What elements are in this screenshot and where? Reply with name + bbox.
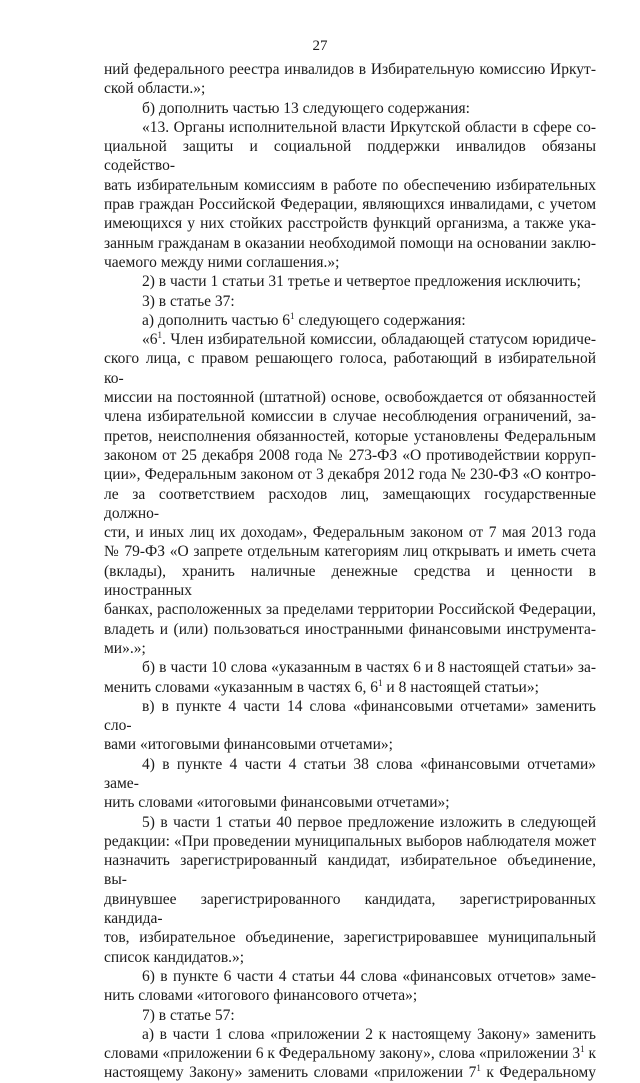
text-line: нить словами «итоговыми финансовыми отчетами»; [104, 794, 450, 812]
text-line: претов, неисполнения обязанностей, которые установлены Федеральным [104, 427, 596, 445]
superscript: 1 [580, 1043, 585, 1054]
text-line [104, 678, 596, 697]
text-line: № 79-ФЗ «О запрете отдельным категориям лиц открывать и иметь счета [104, 543, 596, 561]
text-line [104, 1063, 596, 1082]
text-line: члена избирательной комиссии в случае несоблюдения ограничений, за- [104, 408, 596, 426]
text-line: банках, расположенных за пределами территории Российской Федерации, [104, 601, 596, 619]
text-line: а) в части 1 слова «приложении 2 к настоящему Закону» заменить [142, 1025, 596, 1043]
text-line: занным гражданам в оказании необходимой помощи на основании заклю- [104, 234, 596, 252]
text-fragment: менить словами «указанным в частях 6, 6 [104, 678, 379, 696]
text-line: ми».»; [104, 639, 146, 657]
text-line: назначить зарегистрированный кандидат, избирательное объединение, вы- [104, 852, 596, 889]
text-line [104, 330, 596, 349]
text-line: владеть и (или) пользоваться иностранными финансовыми инструмента- [104, 620, 596, 638]
text-line: ции», Федеральным законом от 3 декабря 2012 года № 230-ФЗ «О контро- [104, 466, 596, 484]
superscript: 1 [476, 1063, 481, 1074]
superscript: 1 [290, 310, 295, 321]
text-line: в) в пункте 4 части 14 слова «финансовыми отчетами» заменить сло- [104, 697, 596, 735]
text-fragment: а) дополнить частью 6 [142, 311, 291, 329]
text-line: законом от 25 декабря 2008 года № 273-ФЗ «О противодействии корруп- [104, 446, 596, 464]
text-line: ского лица, с правом решающего голоса, работающий в избирательной ко- [104, 350, 596, 387]
text-line: 5) в части 1 статьи 40 первое предложение изложить в следующей [142, 813, 596, 831]
page-number: 27 [312, 38, 328, 54]
text-fragment: «6 [142, 331, 158, 349]
text-line: 3) в статье 37: [142, 292, 235, 310]
text-fragment: словами «приложении 6 к Федеральному закону», слова «приложении 3 [104, 1045, 581, 1063]
text-line: чаемого между ними соглашения.»; [104, 253, 340, 271]
text-fragment: . Член избирательной комиссии, обладающей статусом юридиче- [162, 331, 596, 349]
text-line: двинувшее зарегистрированного кандидата, зарегистрированных кандида- [104, 890, 596, 928]
text-line: список кандидатов.»; [104, 948, 245, 966]
text-fragment: следующего содержания: [294, 311, 466, 329]
text-line [104, 1044, 596, 1063]
text-line: миссии на постоянной (штатной) основе, освобождается от обязанностей [104, 389, 596, 407]
text-line: циальной защиты и социальной поддержки инвалидов обязаны содейство- [104, 138, 596, 175]
text-line: 4) в пункте 4 части 4 статьи 38 слова «финансовыми отчетами» заме- [104, 755, 596, 792]
document-body [104, 60, 596, 1083]
superscript: 1 [157, 330, 162, 340]
text-line: (вклады), хранить наличные денежные средства и ценности в иностранных [104, 562, 596, 600]
text-line: прав граждан Российской Федерации, являющихся инвалидами, с учетом [104, 196, 596, 214]
text-line: «13. Органы исполнительной власти Иркутской области в сфере со- [142, 118, 596, 136]
text-line: вать избирательным комиссиям в работе по обеспечению избирательных [104, 176, 596, 194]
text-line: б) в части 10 слова «указанным в частях 6 и 8 настоящей статьи» за- [142, 659, 596, 677]
text-fragment: настоящему Закону» заменить словами «приложении 7 [104, 1064, 477, 1082]
text-line: нить словами «итогового финансового отчета»; [104, 987, 418, 1005]
text-line: б) дополнить частью 13 следующего содержания: [142, 99, 470, 117]
text-fragment: к [584, 1045, 597, 1063]
text-line [104, 311, 596, 330]
text-line: ний федерального реестра инвалидов в Избирательную комиссию Иркут- [104, 61, 596, 78]
text-fragment: к Федеральному [480, 1064, 596, 1082]
text-line: вами «итоговыми финансовыми отчетами»; [104, 736, 393, 754]
text-line: сти, и иных лиц их доходам», Федеральным законом от 7 мая 2013 года [104, 524, 596, 542]
text-line: ской области.»; [104, 80, 206, 98]
text-fragment: и 8 настоящей статьи»; [382, 678, 539, 696]
text-line: ле за соответствием расходов лиц, замещающих государственные должно- [104, 485, 596, 522]
text-line: 7) в статье 57: [142, 1006, 235, 1024]
text-line: тов, избирательное объединение, зарегистрировавшее муниципальный [104, 929, 596, 947]
superscript: 1 [378, 677, 383, 688]
text-line: 6) в пункте 6 части 4 статьи 44 слова «финансовых отчетов» заме- [142, 967, 596, 985]
text-line: редакции: «При проведении муниципальных выборов наблюдателя может [104, 832, 596, 850]
text-line: 2) в части 1 статьи 31 третье и четвертое предложения исключить; [142, 273, 581, 291]
text-line: имеющихся у них стойких расстройств функций организма, а также ука- [104, 215, 596, 233]
